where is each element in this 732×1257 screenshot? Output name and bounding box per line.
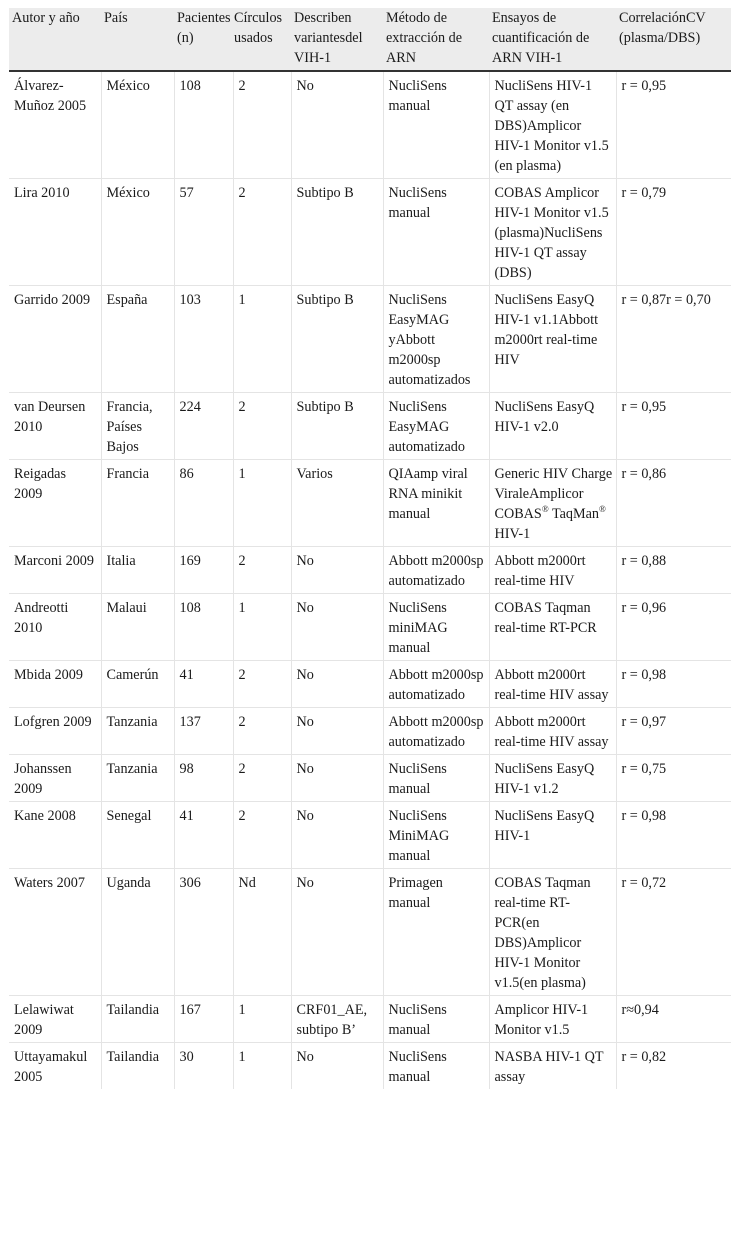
extraction-cell: QIAamp viral RNA minikit manual [383,460,489,547]
table-row [9,460,731,547]
correlation-cell: r = 0,98 [616,802,731,869]
variants-cell: Subtipo B [291,393,383,460]
assay-cell: Amplicor HIV-1 Monitor v1.5 [489,996,616,1043]
patients-cell: 224 [174,393,233,460]
country-cell: Tailandia [101,1043,174,1090]
variants-cell: No [291,708,383,755]
table-row [9,286,731,393]
table-row [9,393,731,460]
table-body [9,71,731,1089]
author-cell: Lofgren 2009 [9,708,101,755]
patients-cell: 57 [174,179,233,286]
assay-text-part: TaqMan [548,506,600,522]
assay-cell: NucliSens EasyQ HIV-1 v1.2 [489,755,616,802]
assay-cell: Abbott m2000rt real-time HIV [489,547,616,594]
circles-cell: 2 [233,708,291,755]
patients-cell: 103 [174,286,233,393]
circles-cell: Nd [233,869,291,996]
assay-cell: NASBA HIV-1 QT assay [489,1043,616,1090]
country-cell: España [101,286,174,393]
patients-cell: 98 [174,755,233,802]
extraction-cell: NucliSens manual [383,71,489,179]
variants-cell: No [291,755,383,802]
assay-cell: NucliSens EasyQ HIV-1 v1.1Abbott m2000rt real-time HIV [489,286,616,393]
author-cell: Álvarez-Muñoz 2005 [9,71,101,179]
table-row [9,755,731,802]
country-cell: Senegal [101,802,174,869]
correlation-cell: r = 0,86 [616,460,731,547]
circles-cell: 2 [233,179,291,286]
author-cell: Andreotti 2010 [9,594,101,661]
table-row [9,71,731,179]
header-assay: Ensayos de cuantificación de ARN VIH-1 [489,8,616,71]
extraction-cell: Abbott m2000sp automatizado [383,708,489,755]
variants-cell: No [291,661,383,708]
author-cell: Mbida 2009 [9,661,101,708]
assay-cell: NucliSens HIV-1 QT assay (en DBS)Amplicor HIV-1 Monitor v1.5 (en plasma) [489,71,616,179]
variants-cell: CRF01_AE, subtipo B’ [291,996,383,1043]
variants-cell: Varios [291,460,383,547]
circles-cell: 1 [233,1043,291,1090]
table-row [9,661,731,708]
author-cell: van Deursen 2010 [9,393,101,460]
country-cell: Francia, Países Bajos [101,393,174,460]
circles-cell: 1 [233,460,291,547]
registered-mark: ® [599,504,606,514]
assay-cell: Abbott m2000rt real-time HIV assay [489,661,616,708]
variants-cell: No [291,1043,383,1090]
header-circles: Círculos usados [233,8,291,71]
variants-cell: No [291,802,383,869]
patients-cell: 137 [174,708,233,755]
country-cell: Tailandia [101,996,174,1043]
author-cell: Waters 2007 [9,869,101,996]
country-cell: México [101,179,174,286]
table-row [9,708,731,755]
circles-cell: 1 [233,996,291,1043]
country-cell: Italia [101,547,174,594]
assay-cell: COBAS Taqman real-time RT-PCR(en DBS)Amplicor HIV-1 Monitor v1.5(en plasma) [489,869,616,996]
country-cell: Camerún [101,661,174,708]
extraction-cell: NucliSens EasyMAG yAbbott m2000sp automatizados [383,286,489,393]
correlation-cell: r = 0,97 [616,708,731,755]
author-cell: Marconi 2009 [9,547,101,594]
assay-cell: Abbott m2000rt real-time HIV assay [489,708,616,755]
author-cell: Kane 2008 [9,802,101,869]
variants-cell: No [291,594,383,661]
patients-cell: 108 [174,71,233,179]
patients-cell: 30 [174,1043,233,1090]
assay-cell: COBAS Amplicor HIV-1 Monitor v1.5 (plasma)NucliSens HIV-1 QT assay (DBS) [489,179,616,286]
extraction-cell: Primagen manual [383,869,489,996]
correlation-cell: r = 0,87r = 0,70 [616,286,731,393]
header-extraction: Método de extracción de ARN [383,8,489,71]
header-country: País [101,8,174,71]
variants-cell: Subtipo B [291,286,383,393]
correlation-cell: r≈0,94 [616,996,731,1043]
patients-cell: 167 [174,996,233,1043]
assay-cell: NucliSens EasyQ HIV-1 v2.0 [489,393,616,460]
circles-cell: 2 [233,802,291,869]
variants-cell: Subtipo B [291,179,383,286]
extraction-cell: NucliSens manual [383,1043,489,1090]
author-cell: Uttayamakul 2005 [9,1043,101,1090]
table-row [9,594,731,661]
table-row [9,996,731,1043]
country-cell: Tanzania [101,708,174,755]
table-row [9,869,731,996]
correlation-cell: r = 0,82 [621,1049,667,1065]
author-cell: Lelawiwat 2009 [9,996,101,1043]
header-patients: Pacientes (n) [174,8,233,71]
patients-cell: 108 [174,594,233,661]
patients-cell: 41 [174,661,233,708]
circles-cell: 2 [233,661,291,708]
table-row [9,179,731,286]
author-cell: Johanssen 2009 [9,755,101,802]
registered-mark: ® [541,504,549,514]
table-row [9,802,731,869]
country-cell: México [101,71,174,179]
author-cell: Garrido 2009 [9,286,101,393]
table-row [9,547,731,594]
circles-cell: 1 [233,594,291,661]
correlation-cell: r = 0,88 [616,547,731,594]
table-header [9,8,731,71]
extraction-cell: NucliSens miniMAG manual [383,594,489,661]
header-variants: Describen variantesdel VIH-1 [291,8,383,71]
circles-cell: 2 [233,71,291,179]
variants-cell: No [291,71,383,179]
correlation-cell: r = 0,72 [616,869,731,996]
patients-cell: 86 [174,460,233,547]
circles-cell: 2 [233,547,291,594]
header-author: Autor y año [9,8,101,71]
circles-cell: 2 [233,755,291,802]
author-cell: Reigadas 2009 [9,460,101,547]
patients-cell: 169 [174,547,233,594]
country-cell: Malaui [101,594,174,661]
extraction-cell: NucliSens EasyMAG automatizado [383,393,489,460]
variants-cell: No [291,869,383,996]
table-row [9,1043,731,1090]
circles-cell: 1 [233,286,291,393]
extraction-cell: NucliSens manual [383,996,489,1043]
correlation-cell: r = 0,98 [616,661,731,708]
extraction-cell: NucliSens manual [383,755,489,802]
patients-cell: 41 [174,802,233,869]
header-row [9,8,731,71]
assay-cell: NucliSens EasyQ HIV-1 [489,802,616,869]
country-cell: Tanzania [101,755,174,802]
correlation-cell: r = 0,95 [616,393,731,460]
correlation-cell: r = 0,79 [616,179,731,286]
assay-text-part: Generic HIV Charge ViraleAmplicor COBAS [494,466,613,522]
assay-cell [489,460,616,547]
extraction-cell: Abbott m2000sp automatizado [383,661,489,708]
extraction-cell: Abbott m2000sp automatizado [383,547,489,594]
country-cell: Uganda [101,869,174,996]
correlation-cell: r = 0,95 [616,71,731,179]
correlation-cell: r = 0,75 [616,755,731,802]
studies-table [9,8,731,1089]
assay-cell: COBAS Taqman real-time RT-PCR [489,594,616,661]
extraction-cell: NucliSens manual [383,179,489,286]
author-cell: Lira 2010 [9,179,101,286]
correlation-cell: r = 0,96 [616,594,731,661]
header-correlation: CorrelaciónCV (plasma/DBS) [616,8,731,71]
extraction-cell: NucliSens MiniMAG manual [383,802,489,869]
assay-text-part: HIV-1 [494,526,531,542]
patients-cell: 306 [174,869,233,996]
circles-cell: 2 [233,393,291,460]
country-cell: Francia [101,460,174,547]
variants-cell: No [291,547,383,594]
